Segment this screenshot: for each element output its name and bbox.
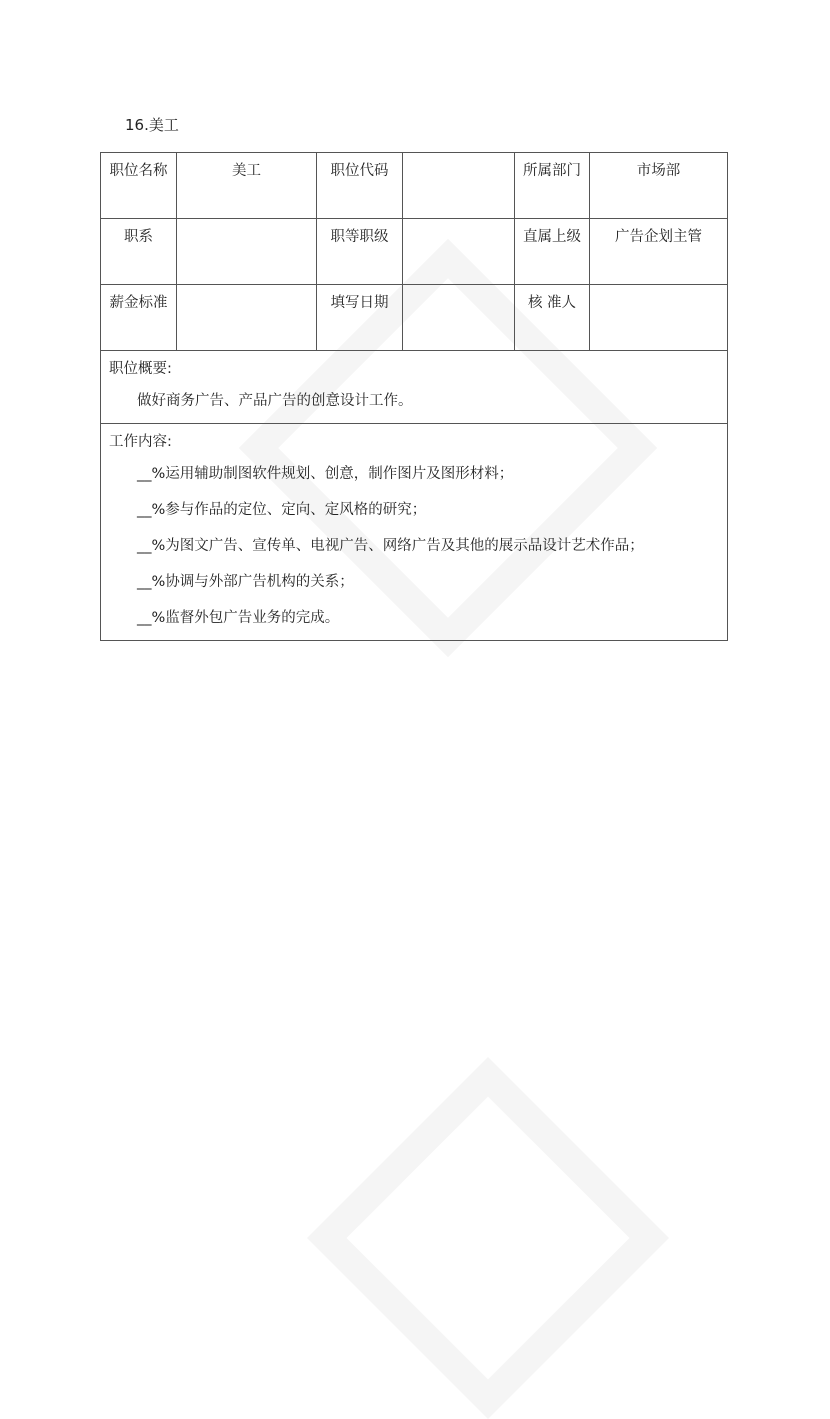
label-cell: 职系 (101, 219, 177, 285)
duties-cell (101, 424, 728, 641)
label-cell: 职等职级 (317, 219, 403, 285)
value-cell (403, 153, 515, 219)
summary-row (101, 351, 728, 424)
label-cell: 直属上级 (515, 219, 590, 285)
table-row (101, 153, 728, 219)
value-cell (177, 285, 317, 351)
table-row (101, 219, 728, 285)
duty-item: __%参与作品的定位、定向、定风格的研究； (137, 502, 427, 518)
value-cell: 广告企划主管 (590, 219, 728, 285)
watermark (307, 1057, 669, 1419)
job-description-table (100, 152, 728, 641)
table-row (101, 285, 728, 351)
value-cell (590, 285, 728, 351)
value-cell (177, 219, 317, 285)
label-cell: 薪金标准 (101, 285, 177, 351)
duty-item: __%监督外包广告业务的完成。 (137, 610, 340, 626)
summary-cell (101, 351, 728, 424)
duties-heading: 工作内容: (109, 434, 172, 450)
label-cell: 职位名称 (101, 153, 177, 219)
section-title: 16.美工 (125, 116, 179, 134)
value-cell (403, 285, 515, 351)
value-cell: 美工 (177, 153, 317, 219)
label-cell: 填写日期 (317, 285, 403, 351)
summary-heading: 职位概要: (109, 361, 172, 377)
duty-item: __%协调与外部广告机构的关系； (137, 574, 354, 590)
summary-text: 做好商务广告、产品广告的创意设计工作。 (137, 393, 413, 409)
duties-row (101, 424, 728, 641)
label-cell: 所属部门 (515, 153, 590, 219)
label-cell: 职位代码 (317, 153, 403, 219)
value-cell (403, 219, 515, 285)
value-cell: 市场部 (590, 153, 728, 219)
label-cell: 核 准人 (515, 285, 590, 351)
duty-item: __%运用辅助制图软件规划、创意，制作图片及图形材料； (137, 466, 514, 482)
duty-item: __%为图文广告、宣传单、电视广告、网络广告及其他的展示品设计艺术作品； (137, 538, 644, 554)
